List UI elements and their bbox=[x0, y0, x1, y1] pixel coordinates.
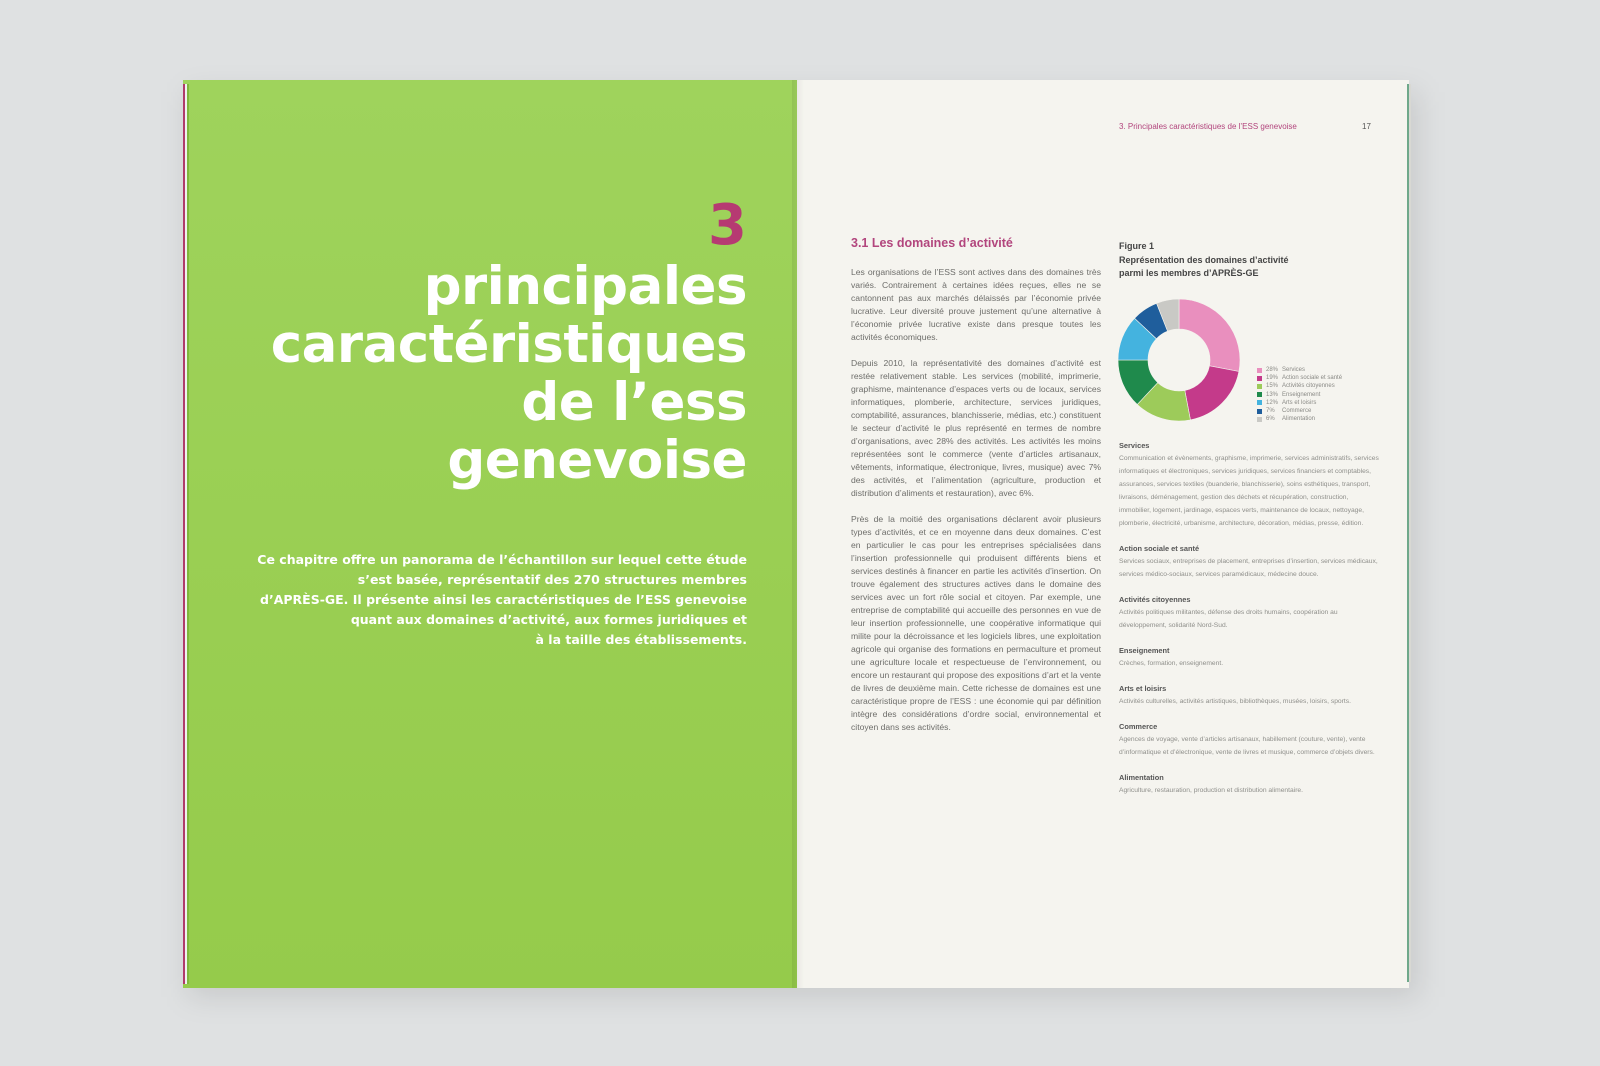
intro-line: Ce chapitre offre un panorama de l’échantillon sur lequel cette étude bbox=[257, 552, 747, 567]
legend-swatch bbox=[1257, 368, 1262, 373]
definition-text: Activités culturelles, activités artistiques, bibliothèques, musées, loisirs, sports. bbox=[1119, 698, 1351, 705]
definition-title: Alimentation bbox=[1119, 773, 1164, 782]
legend-swatch bbox=[1257, 384, 1262, 389]
chart-legend bbox=[1257, 366, 1342, 423]
definition-block bbox=[1119, 440, 1379, 530]
definition-text: Services sociaux, entreprises de placement, entreprises d’insertion, services médicaux, services médico-sociaux, services paramédicaux, médecine douce. bbox=[1119, 558, 1378, 578]
legend-value: 19% bbox=[1266, 375, 1279, 382]
left-page-edge bbox=[183, 84, 189, 984]
intro-line: à la taille des établissements. bbox=[535, 632, 747, 647]
legend-item bbox=[1257, 391, 1342, 399]
definition-title: Services bbox=[1119, 441, 1150, 450]
legend-label: Commerce bbox=[1282, 408, 1312, 415]
paragraph: Depuis 2010, la représentativité des domaines d’activité est restée relativement stable. Les services (mobilité, imprimerie, graphisme, maintenance d’espaces verts ou de locaux, services informatiques, plomberie, architecture, services juridiques, comptabilité, assurances, blanchisserie, médias, etc.) constituent le secteur d’activité le plus représenté en termes de nombre d’organisations, avec 28% des activités. Les activités les moins représentées sont le commerce (vente d’articles artisanaux, vêtements, informatique, électronique, livres, musique) avec 7% des activités, et l’alimentation (agriculture, production et distribution d’aliments et restauration), avec 6%. bbox=[851, 358, 1101, 498]
chapter-title-line: caractéristiques bbox=[270, 314, 747, 375]
legend-swatch bbox=[1257, 409, 1262, 414]
intro-line: quant aux domaines d’activité, aux formes juridiques et bbox=[350, 612, 747, 627]
definition-block bbox=[1119, 645, 1379, 670]
figure-title bbox=[1119, 254, 1319, 280]
chapter-title-line: de l’ess bbox=[521, 372, 747, 433]
legend-value: 7% bbox=[1266, 408, 1275, 415]
figure-label: Figure 1 bbox=[1119, 241, 1155, 251]
legend-item bbox=[1257, 366, 1342, 374]
legend-label: Action sociale et santé bbox=[1282, 375, 1343, 382]
legend-item bbox=[1257, 374, 1342, 382]
legend-item bbox=[1257, 382, 1342, 390]
chapter-title-line: genevoise bbox=[447, 430, 747, 491]
intro-line: d’APRÈS-GE. Il présente ainsi les caractéristiques de l’ESS genevoise bbox=[260, 592, 747, 607]
legend-swatch bbox=[1257, 417, 1262, 422]
right-page bbox=[797, 80, 1409, 988]
definition-text: Agences de voyage, vente d’articles artisanaux, habillement (couture, vente), vente d’informatique et d’électronique, vente de livres et musique, commerce d’objets divers. bbox=[1119, 736, 1375, 756]
legend-swatch bbox=[1257, 392, 1262, 397]
definition-title: Activités citoyennes bbox=[1119, 595, 1191, 604]
definition-block bbox=[1119, 683, 1379, 708]
legend-item bbox=[1257, 415, 1342, 423]
legend-label: Enseignement bbox=[1282, 391, 1321, 398]
definition-block bbox=[1119, 772, 1379, 797]
donut-chart bbox=[1117, 298, 1241, 422]
right-page-edge bbox=[1407, 84, 1411, 982]
body-text bbox=[851, 266, 1101, 747]
left-page bbox=[183, 80, 797, 988]
book-spine bbox=[792, 80, 804, 988]
legend-label: Arts et loisirs bbox=[1282, 399, 1317, 406]
definition-title: Enseignement bbox=[1119, 646, 1170, 655]
definition-text: Agriculture, restauration, production et distribution alimentaire. bbox=[1119, 787, 1304, 794]
definition-title: Action sociale et santé bbox=[1119, 544, 1200, 553]
legend-item bbox=[1257, 407, 1342, 415]
definition-title: Arts et loisirs bbox=[1119, 684, 1167, 693]
legend-label: Services bbox=[1282, 367, 1306, 373]
definition-text: Activités politiques militantes, défense des droits humains, coopération au développement, solidarité Nord-Sud. bbox=[1119, 609, 1338, 629]
legend-label: Alimentation bbox=[1282, 416, 1316, 423]
figure-title-line: Représentation des domaines d’activité bbox=[1119, 255, 1289, 265]
intro-line: s’est basée, représentatif des 270 structures membres bbox=[357, 572, 747, 587]
legend-item bbox=[1257, 399, 1342, 407]
definition-title: Commerce bbox=[1119, 722, 1158, 731]
donut-slice-1 bbox=[1179, 299, 1240, 371]
running-head: 3. Principales caractéristiques de l’ESS genevoise bbox=[1119, 122, 1297, 131]
legend-value: 6% bbox=[1266, 416, 1275, 423]
definition-block bbox=[1119, 594, 1379, 632]
legend-value: 15% bbox=[1266, 383, 1279, 390]
donut-slice-2 bbox=[1185, 366, 1239, 420]
definitions-list bbox=[1119, 440, 1379, 810]
chapter-title bbox=[207, 258, 747, 490]
chapter-number: 3 bbox=[708, 193, 747, 258]
chapter-intro bbox=[247, 550, 747, 650]
legend-label: Activités citoyennes bbox=[1282, 383, 1335, 390]
legend-value: 28% bbox=[1266, 367, 1279, 373]
legend-value: 13% bbox=[1266, 391, 1279, 398]
legend-value: 12% bbox=[1266, 399, 1279, 406]
chapter-title-line: principales bbox=[423, 256, 747, 317]
definition-text: Communication et évènements, graphisme, imprimerie, services administratifs, services informatiques et électroniques, services juridiques, services financiers et comptables, assurances, services textiles (buanderie, blanchisserie), soins esthétiques, transport, livraisons, déménagement, gestion des déchets et récupération, construction, immobilier, logement, jardinage, espaces verts, maintenance de locaux, nettoyage, plomberie, électricité, urbanisme, architecture, décoration, médias, presse, édition. bbox=[1119, 455, 1379, 527]
definition-text: Crèches, formation, enseignement. bbox=[1119, 660, 1224, 667]
page-number: 17 bbox=[1362, 122, 1371, 131]
legend-swatch bbox=[1257, 400, 1262, 405]
paragraph: Les organisations de l’ESS sont actives dans des domaines très variés. Contrairement à certaines idées reçues, elles ne se cantonnent pas aux marchés délaissés par l’économie privée lucrative. Leur diversité prouve justement qu’une alternative à l’économie privée lucrative existe dans presque toutes les activités économiques. bbox=[851, 267, 1101, 342]
definition-block bbox=[1119, 543, 1379, 581]
section-heading: 3.1 Les domaines d’activité bbox=[851, 236, 1013, 250]
figure-title-line: parmi les membres d’APRÈS-GE bbox=[1119, 268, 1259, 278]
legend-swatch bbox=[1257, 376, 1262, 381]
paragraph: Près de la moitié des organisations déclarent avoir plusieurs types d’activités, et ce en moyenne dans deux domaines. C’est en particulier le cas pour les entreprises spécialisées dans l’insertion professionnelle qui produisent différents biens et services destinés à financer en partie les activités d’insertion. On trouve également des structures actives dans le domaine des services avec un fort rôle social et citoyen. Par exemple, une entreprise de comptabilité qui accueille des personnes en vue de leur insertion professionnelle, une coopérative informatique qui milite pour la décroissance et les logiciels libres, une exploitation agricole qui organise des formations en permaculture et promeut une agriculture locale et respectueuse de l’environnement, ou encore un restaurant qui propose des expositions d’art et la vente de livres de deuxième main. Cette richesse de domaines est une caractéristique propre de l’ESS : une économie qui par définition intègre des considérations d’ordre social, environnemental et citoyen dans ses activités. bbox=[851, 514, 1101, 732]
definition-block bbox=[1119, 721, 1379, 759]
